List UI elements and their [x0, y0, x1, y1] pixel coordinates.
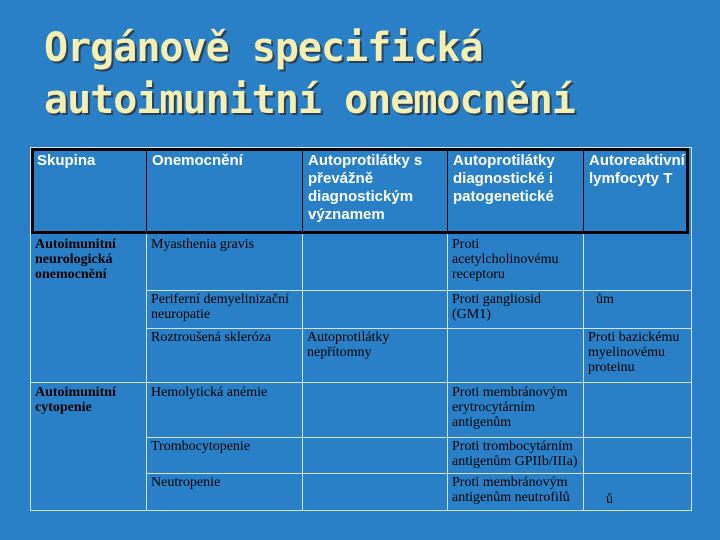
- table-cell-diagnostic: [305, 236, 446, 290]
- table-cell-pathogenetic: Proti acetylcholinovému receptoru: [452, 237, 559, 282]
- table-cell-pathogenetic: Proti membránovým antigenům neutrofilů: [452, 475, 570, 505]
- table-cell-pathogenetic: [450, 329, 582, 382]
- table-cell-disease: Neutropenie: [151, 475, 221, 490]
- table-cell-diagnostic: Autoprotilátky nepřítomny: [307, 330, 390, 360]
- table-cell-disease: Roztroušená skleróza: [151, 330, 272, 345]
- table-cell-diagnostic: [305, 384, 446, 437]
- table-cell-tcells: [586, 384, 689, 437]
- table-cell-pathogenetic: Proti gangliosid (GM1): [452, 292, 542, 322]
- header-skupina: Skupina: [37, 152, 96, 169]
- table-cell-group: Autoimunitní cytopenie: [35, 385, 116, 415]
- table-cell-tcells: ům: [596, 292, 614, 307]
- table-cell-disease: Hemolytická anémie: [151, 385, 268, 400]
- table-cell-disease: Periferní demyelinizační neuropatie: [151, 292, 289, 322]
- table-cell-tcells: ů: [606, 492, 613, 507]
- header-lymfocyty-t: Autoreaktivní lymfocyty T: [589, 152, 685, 187]
- table-cell-diagnostic: [305, 438, 446, 473]
- header-autoprotilatky-patogeneticke: Autoprotilátky diagnostické i patogenetické: [453, 152, 555, 205]
- table-cell-pathogenetic: Proti trombocytárním antigenům GPIIb/IIIa): [452, 439, 578, 469]
- table-cell-pathogenetic: Proti membránovým erytrocytárním antigenům: [452, 385, 568, 430]
- table-cell-diagnostic: [305, 474, 446, 509]
- table-cell-diagnostic: [305, 291, 446, 328]
- table-cell-tcells: [586, 438, 689, 473]
- autoimmune-table: [30, 147, 692, 511]
- table-cell-disease: Trombocytopenie: [151, 439, 251, 454]
- table-cell-tcells: Proti bazickému myelinovému proteinu: [588, 330, 680, 375]
- header-autoprotilatky-diagnosticke: Autoprotilátky s převážně diagnostickým významem: [308, 152, 423, 223]
- slide-title: Orgánově specifická autoimunitní onemocnění: [44, 25, 575, 123]
- table-cell-disease: Myasthenia gravis: [151, 237, 255, 252]
- table-cell-group: Autoimunitní neurologická onemocnění: [35, 237, 116, 282]
- header-onemocneni: Onemocnění: [152, 152, 243, 169]
- table-cell-tcells: [586, 236, 689, 290]
